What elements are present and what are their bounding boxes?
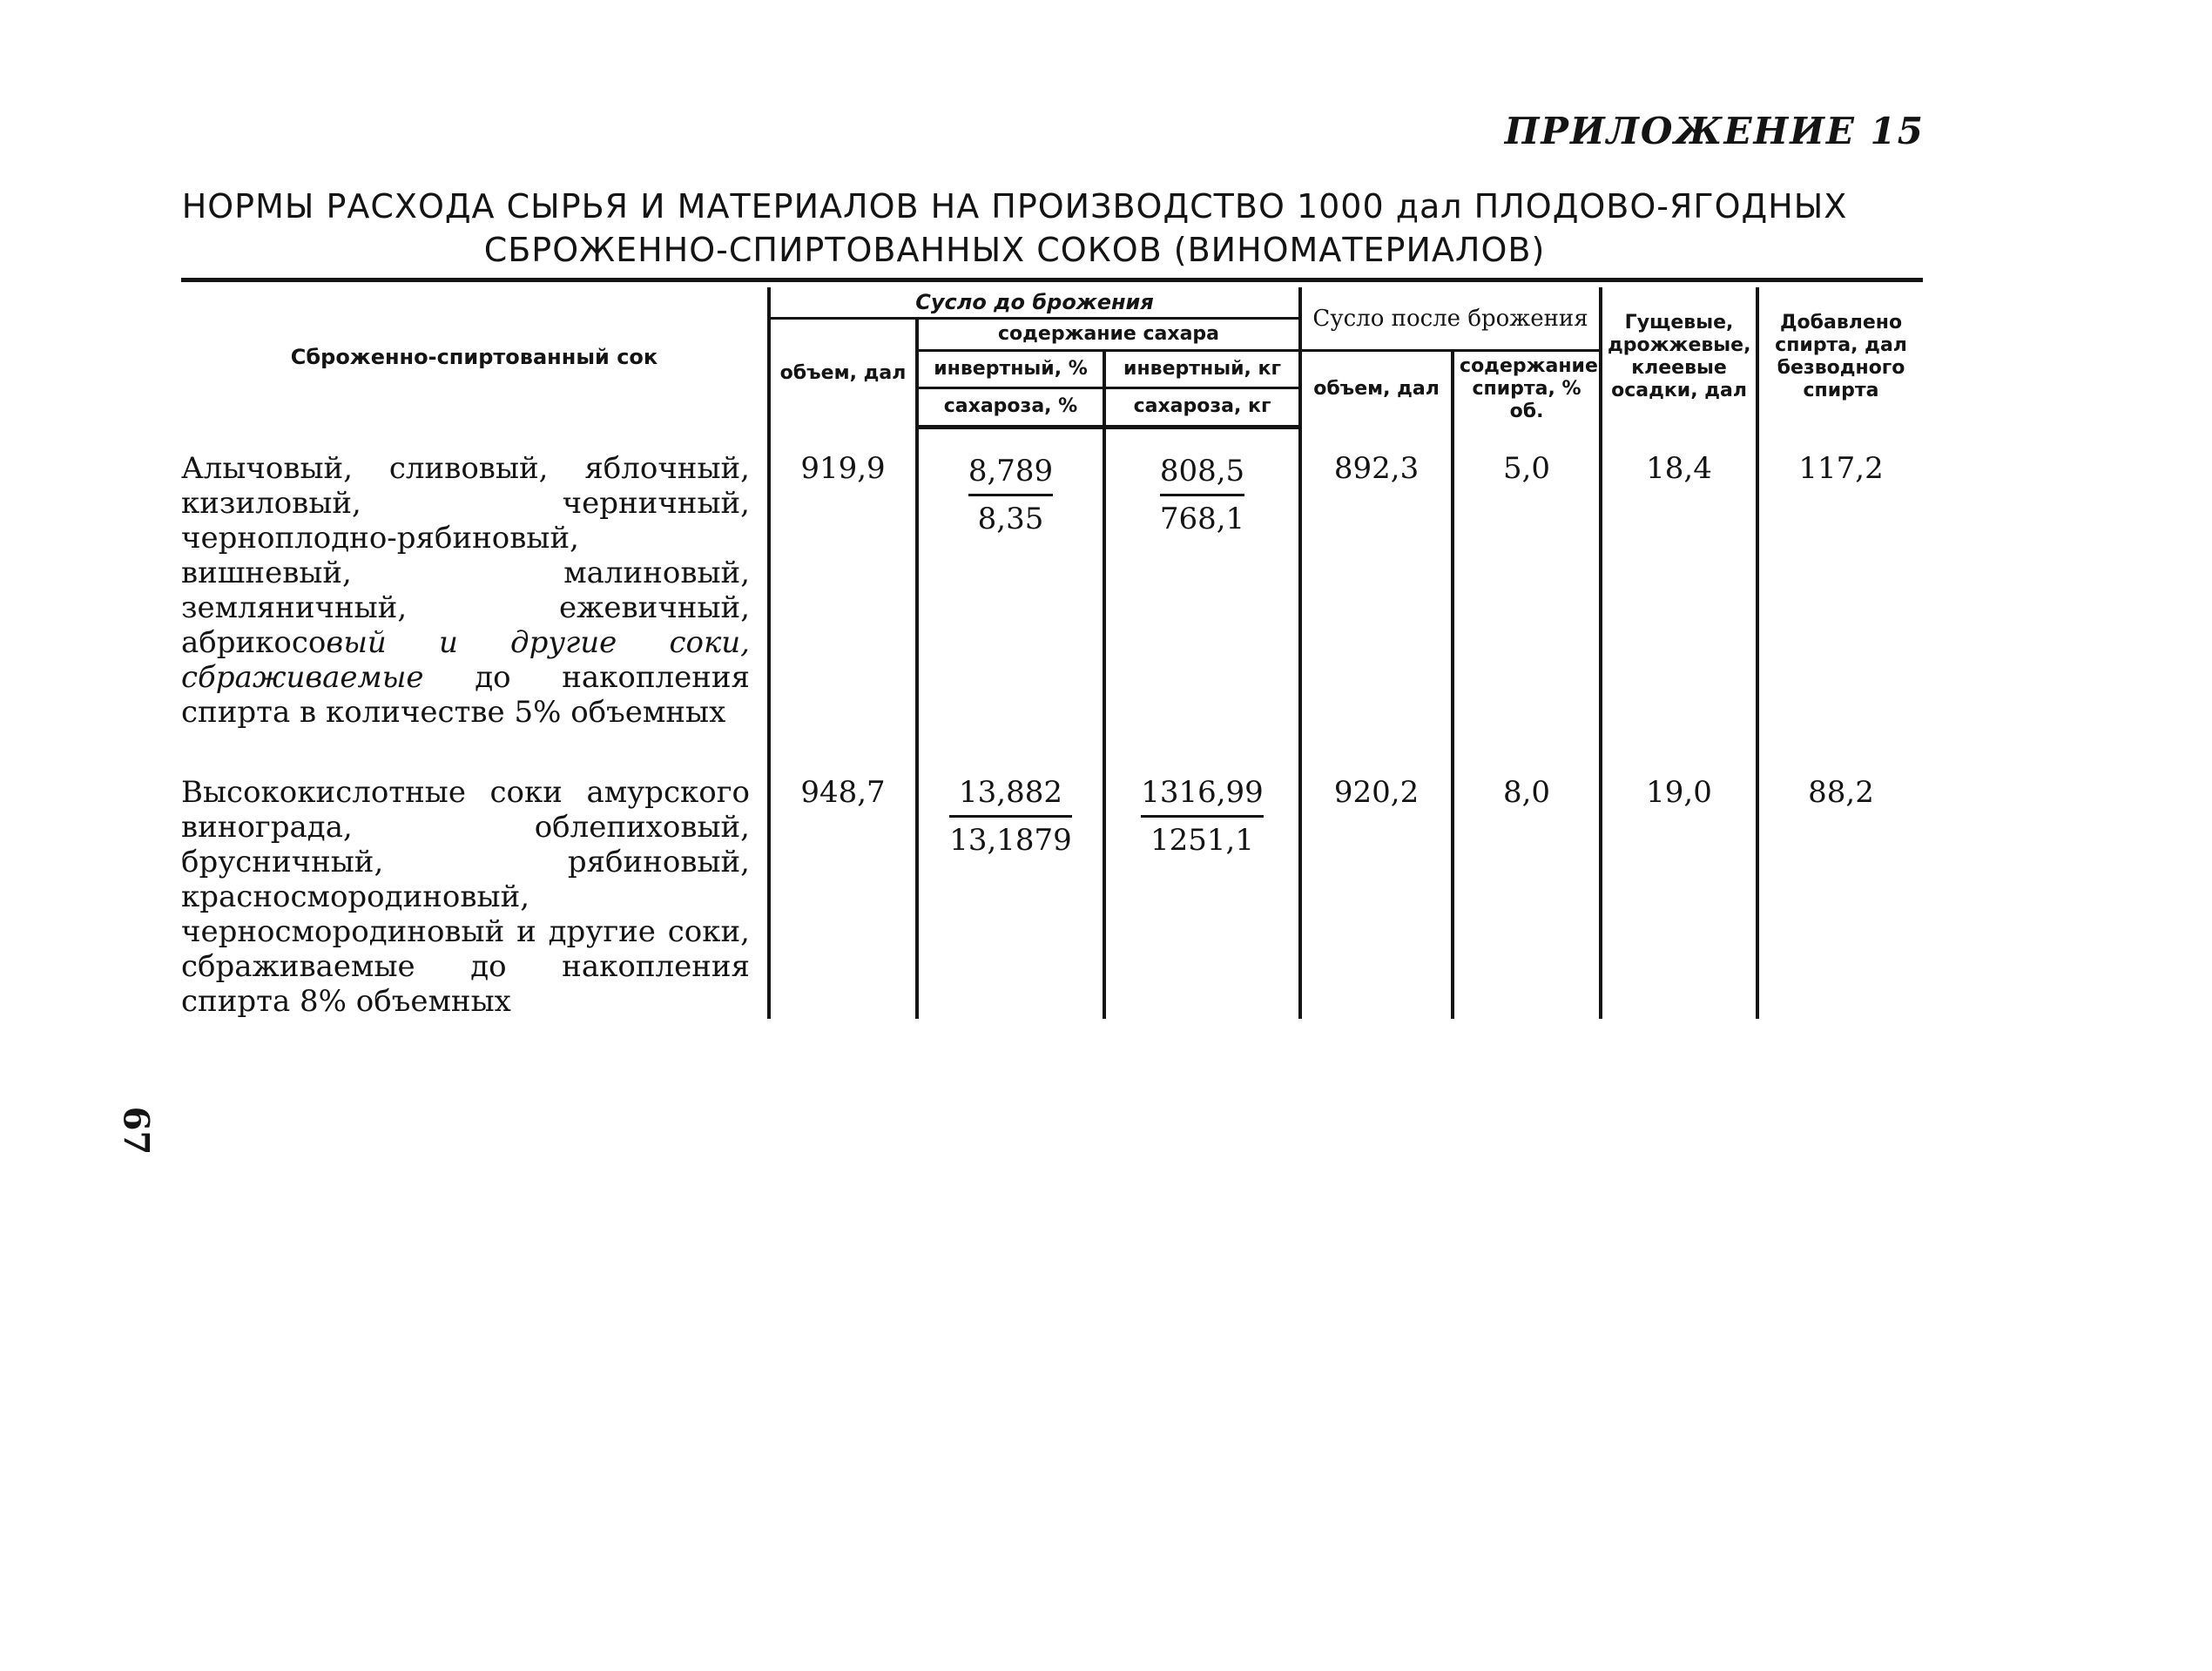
- juice-description-text: Алычовый, сливовый, яблочный, кизиловый, черничный, черноплодно-рябиновый, вишневый, малиновый, земляничный, ежевичный, абрикосо: [181, 451, 750, 660]
- sucrose-pct-value: 8,35: [977, 501, 1044, 536]
- appendix-label: ПРИЛОЖЕНИЕ 15: [1504, 110, 1925, 152]
- kg-fraction-cell: [1104, 775, 1300, 1019]
- pct-fraction-cell: [917, 775, 1104, 1019]
- juice-description: [181, 427, 769, 730]
- header-volume-before: объем, дал: [769, 319, 917, 428]
- header-juice: Сброженно-спиртованный сок: [290, 345, 658, 369]
- volume-before-cell: 919,9: [769, 427, 917, 730]
- alcohol-content-cell: 5,0: [1453, 427, 1601, 730]
- table-row: [181, 775, 1923, 1019]
- kg-fraction-cell: [1104, 427, 1300, 730]
- invert-kg-value: 1316,99: [1141, 775, 1264, 818]
- header-added-alcohol: Добавлено спирта, дал безводного спирта: [1757, 287, 1923, 427]
- page-number: 67: [115, 1106, 157, 1156]
- header-sucrose-pct: сахароза, %: [917, 388, 1104, 427]
- sucrose-kg-value: 768,1: [1159, 501, 1245, 536]
- header-invert-kg: инвертный, кг: [1104, 351, 1300, 388]
- pct-fraction: [937, 775, 1084, 858]
- header-wort-before: Сусло до брожения: [769, 287, 1300, 319]
- added-alcohol-cell: 117,2: [1757, 427, 1923, 730]
- sediment-cell: 18,4: [1601, 427, 1757, 730]
- row-spacer: [181, 730, 1923, 775]
- volume-after-cell: 892,3: [1300, 427, 1453, 730]
- sediment-cell: 19,0: [1601, 775, 1757, 1019]
- invert-kg-value: 808,5: [1160, 454, 1244, 496]
- title-line-1: НОРМЫ РАСХОДА СЫРЬЯ И МАТЕРИАЛОВ НА ПРОИЗВОДСТВО 1000 дал ПЛОДОВО-ЯГОДНЫХ: [181, 187, 1848, 226]
- pct-fraction-cell: [917, 427, 1104, 730]
- header-sugar-content: содержание сахара: [917, 319, 1300, 351]
- pct-fraction: [956, 454, 1065, 536]
- header-sediment: Гущевые, дрожжевые, клеевые осадки, дал: [1601, 287, 1757, 427]
- juice-description: Высококислотные соки амурского винограда, облепиховый, брусничный, рябиновый, красносмородиновый, черносмородиновый и другие соки, сбраживаемые до накопления спирта 8% объемных: [181, 775, 750, 1019]
- table-row: [181, 427, 1923, 730]
- header-wort-after: Сусло после брожения: [1300, 287, 1601, 351]
- invert-pct-value: 13,882: [949, 775, 1072, 818]
- page-title: [179, 185, 1851, 272]
- juice-description-tail: до накопления спирта в количестве 5% объемных: [181, 660, 751, 730]
- header-sucrose-kg: сахароза, кг: [1104, 388, 1300, 427]
- kg-fraction: [1129, 775, 1276, 858]
- title-line-2: СБРОЖЕННО-СПИРТОВАННЫХ СОКОВ (ВИНОМАТЕРИАЛОВ): [483, 231, 1546, 269]
- top-rule: [181, 278, 1923, 282]
- header-alcohol-content: содержание спирта, % об.: [1453, 351, 1601, 428]
- kg-fraction: [1148, 454, 1257, 536]
- juice-description-italic: вый и другие соки, сбраживаемые: [181, 625, 750, 695]
- alcohol-content-cell: 8,0: [1453, 775, 1601, 1019]
- header-volume-after: объем, дал: [1300, 351, 1453, 428]
- sucrose-kg-value: 1251,1: [1150, 823, 1254, 858]
- norms-table: [181, 287, 1923, 1019]
- sucrose-pct-value: 13,1879: [949, 823, 1072, 858]
- added-alcohol-cell: 88,2: [1757, 775, 1923, 1019]
- invert-pct-value: 8,789: [968, 454, 1053, 496]
- header-invert-pct: инвертный, %: [917, 351, 1104, 388]
- volume-after-cell: 920,2: [1300, 775, 1453, 1019]
- volume-before-cell: 948,7: [769, 775, 917, 1019]
